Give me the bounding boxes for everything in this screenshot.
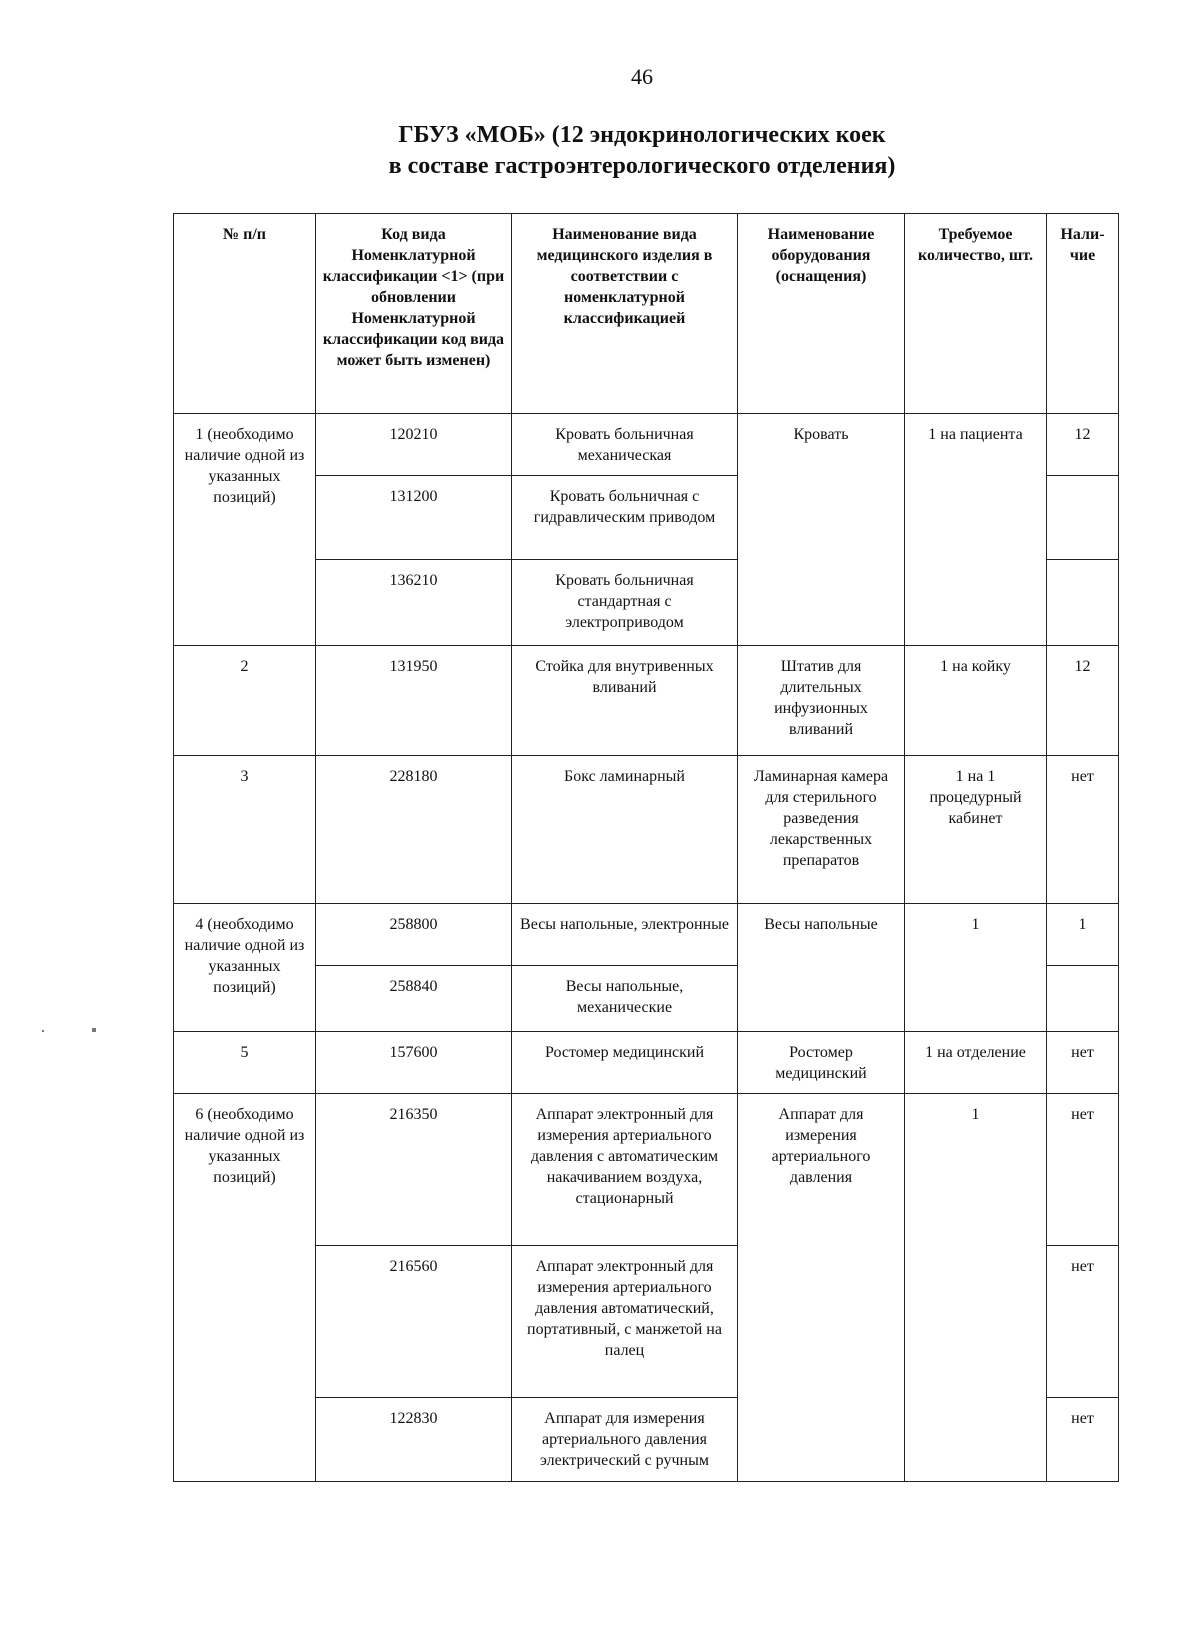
item-device-name: Весы напольные, механические [512, 966, 738, 1032]
item-equipment: Аппарат для измерения артериального давления [738, 1094, 905, 1482]
item-equipment: Весы напольные [738, 904, 905, 1032]
equipment-table [173, 213, 1119, 1482]
header-code: Код вида Номенклатурной классификации <1> (при обновлении Номенклатурной классификации код вида может быть изменен) [316, 214, 512, 414]
item-availability: нет [1047, 1246, 1119, 1398]
page-number: 46 [631, 64, 653, 89]
item-number: 4 (необходимо наличие одной из указанных позиций) [174, 904, 316, 1032]
document-title [0, 120, 1200, 182]
item-code: 216350 [316, 1094, 512, 1246]
item-quantity: 1 на пациента [905, 414, 1047, 646]
header-availability: Нали-чие [1047, 214, 1119, 414]
item-code: 120210 [316, 414, 512, 476]
item-availability: нет [1047, 1032, 1119, 1094]
document-title-line-1: ГБУЗ «МОБ» (12 эндокринологических коек [398, 122, 886, 148]
item-quantity: 1 [905, 904, 1047, 1032]
item-device-name: Аппарат для измерения артериального давления электрический с ручным [512, 1398, 738, 1482]
item-availability [1047, 966, 1119, 1032]
item-availability: нет [1047, 1094, 1119, 1246]
item-quantity: 1 [905, 1094, 1047, 1482]
header-equipment: Наименование оборудования (оснащения) [738, 214, 905, 414]
item-equipment: Кровать [738, 414, 905, 646]
item-quantity: 1 на 1 процедурный кабинет [905, 756, 1047, 904]
item-device-name: Кровать больничная с гидравлическим приводом [512, 476, 738, 560]
item-code: 258840 [316, 966, 512, 1032]
item-device-name: Аппарат электронный для измерения артериального давления автоматический, портативный, с манжетой на палец [512, 1246, 738, 1398]
item-availability [1047, 476, 1119, 560]
item-code: 136210 [316, 560, 512, 646]
item-device-name: Ростомер медицинский [512, 1032, 738, 1094]
item-availability [1047, 560, 1119, 646]
item-availability: 12 [1047, 414, 1119, 476]
item-equipment: Ламинарная камера для стерильного разведения лекарственных препаратов [738, 756, 905, 904]
item-number: 5 [174, 1032, 316, 1094]
item-device-name: Бокс ламинарный [512, 756, 738, 904]
item-availability: нет [1047, 1398, 1119, 1482]
item-equipment: Штатив для длительных инфузионных вливаний [738, 646, 905, 756]
item-number: 2 [174, 646, 316, 756]
table-row [174, 756, 1119, 904]
item-device-name: Весы напольные, электронные [512, 904, 738, 966]
item-quantity: 1 на койку [905, 646, 1047, 756]
table-row [174, 1032, 1119, 1094]
item-code: 157600 [316, 1032, 512, 1094]
item-device-name: Аппарат электронный для измерения артериального давления с автоматическим накачиванием воздуха, стационарный [512, 1094, 738, 1246]
table-header-row [174, 214, 1119, 414]
item-availability: 1 [1047, 904, 1119, 966]
scan-speck [92, 1028, 96, 1032]
item-number: 6 (необходимо наличие одной из указанных позиций) [174, 1094, 316, 1482]
item-number: 1 (необходимо наличие одной из указанных позиций) [174, 414, 316, 646]
item-code: 131200 [316, 476, 512, 560]
item-code: 216560 [316, 1246, 512, 1398]
item-equipment: Ростомер медицинский [738, 1032, 905, 1094]
header-device-name: Наименование вида медицинского изделия в соответствии с номенклатурной классификацией [512, 214, 738, 414]
table-row [174, 1094, 1119, 1246]
header-quantity: Требуемое количество, шт. [905, 214, 1047, 414]
item-number: 3 [174, 756, 316, 904]
table-row [174, 646, 1119, 756]
item-code: 131950 [316, 646, 512, 756]
item-availability: нет [1047, 756, 1119, 904]
item-availability: 12 [1047, 646, 1119, 756]
table-row [174, 904, 1119, 966]
header-no: № п/п [174, 214, 316, 414]
item-quantity: 1 на отделение [905, 1032, 1047, 1094]
item-device-name: Кровать больничная механическая [512, 414, 738, 476]
table-row [174, 414, 1119, 476]
item-code: 258800 [316, 904, 512, 966]
scan-speck [42, 1030, 44, 1032]
item-device-name: Стойка для внутривенных вливаний [512, 646, 738, 756]
item-code: 228180 [316, 756, 512, 904]
item-device-name: Кровать больничная стандартная с электроприводом [512, 560, 738, 646]
item-code: 122830 [316, 1398, 512, 1482]
document-title-line-2: в составе гастроэнтерологического отделения) [388, 153, 896, 179]
